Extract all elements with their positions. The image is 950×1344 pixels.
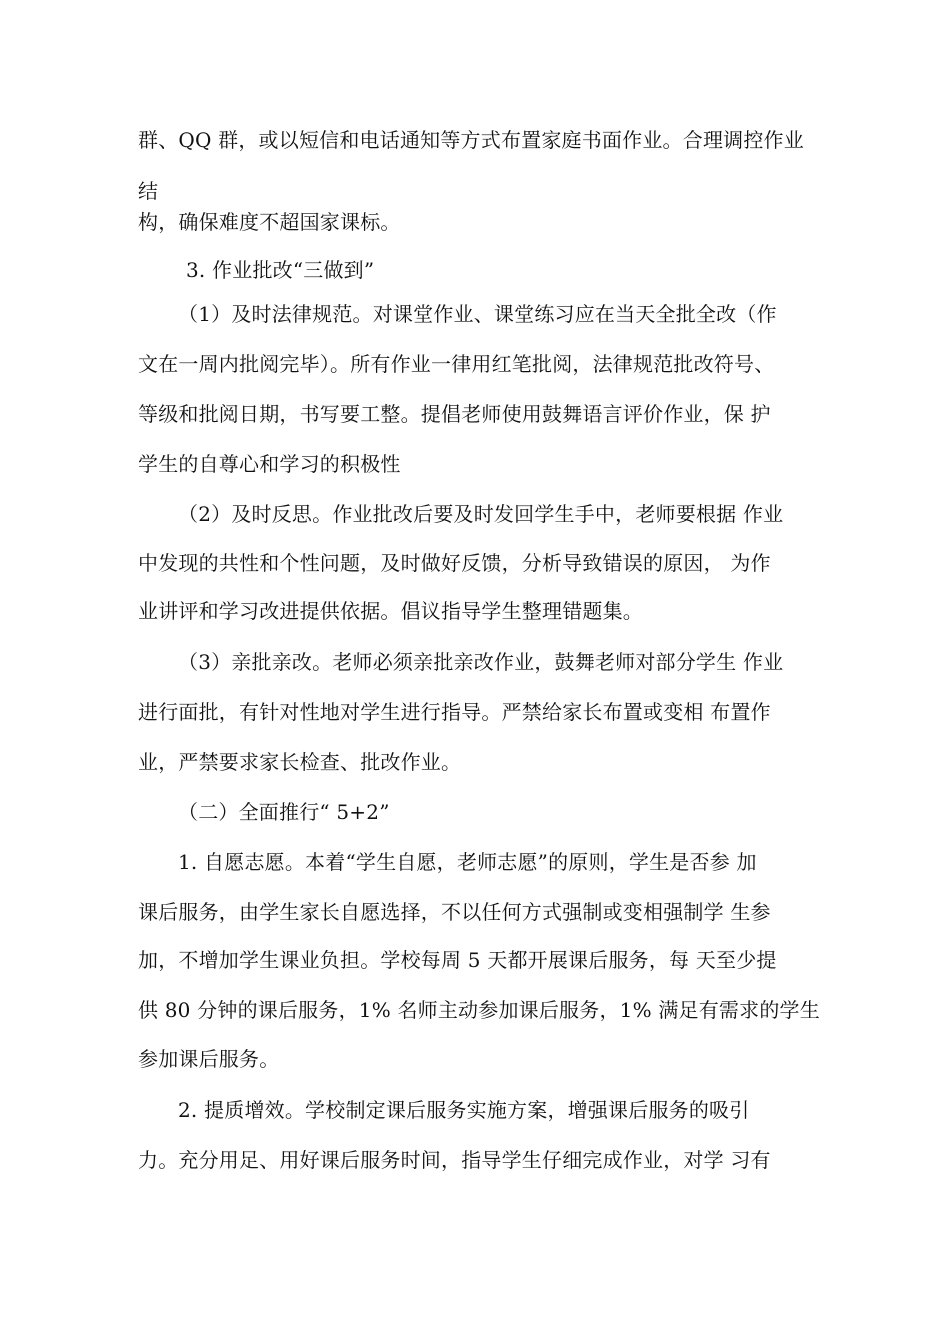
text-line: 中发现的共性和个性问题，及时做好反馈，分析导致错误的原因， 为作 [138, 551, 771, 575]
text-line: 参加课后服务。 [138, 1047, 280, 1071]
text-line: 业讲评和学习改进提供依据。倡议指导学生整理错题集。 [138, 599, 643, 623]
text-line: 2. 提质增效。学校制定课后服务实施方案，增强课后服务的吸引 [178, 1098, 750, 1122]
text-line: 加，不增加学生课业负担。学校每周 5 天都开展课后服务，每 天至少提 [138, 948, 777, 972]
text-line: 供 80 分钟的课后服务，1% 名师主动参加课后服务，1% 满足有需求的学生 [138, 998, 820, 1022]
text-line: 力。充分用足、用好课后服务时间，指导学生仔细完成作业，对学 习有 [138, 1148, 771, 1172]
section-heading: （二）全面推行“ 5+2” [178, 800, 390, 824]
text-line: （2）及时反思。作业批改后要及时发回学生手中，老师要根据 作业 [178, 502, 784, 526]
text-line: （3）亲批亲改。老师必须亲批亲改作业，鼓舞老师对部分学生 作业 [178, 650, 784, 674]
text-line: 群、QQ 群，或以短信和电话通知等方式布置家庭书面作业。合理调控作业 [138, 128, 804, 152]
text-line: 课后服务，由学生家长自愿选择，不以任何方式强制或变相强制学 生参 [138, 900, 771, 924]
text-line: 文在一周内批阅完毕）。所有作业一律用红笔批阅，法律规范批改符号、 [138, 352, 775, 376]
text-line: 构，确保难度不超国家课标。 [138, 210, 401, 234]
text-line: 进行面批，有针对性地对学生进行指导。严禁给家长布置或变相 布置作 [138, 700, 771, 724]
section-heading: 3. 作业批改“三做到” [186, 258, 375, 282]
text-line: 1. 自愿志愿。本着“学生自愿，老师志愿”的原则，学生是否参 加 [178, 850, 757, 874]
text-line: 结 [138, 179, 159, 203]
text-line: 学生的自尊心和学习的积极性 [138, 452, 401, 476]
text-line: （1）及时法律规范。对课堂作业、课堂练习应在当天全批全改（作 [178, 302, 777, 326]
text-line: 业，严禁要求家长检查、批改作业。 [138, 750, 462, 774]
text-line: 等级和批阅日期，书写要工整。提倡老师使用鼓舞语言评价作业，保 护 [138, 402, 771, 426]
